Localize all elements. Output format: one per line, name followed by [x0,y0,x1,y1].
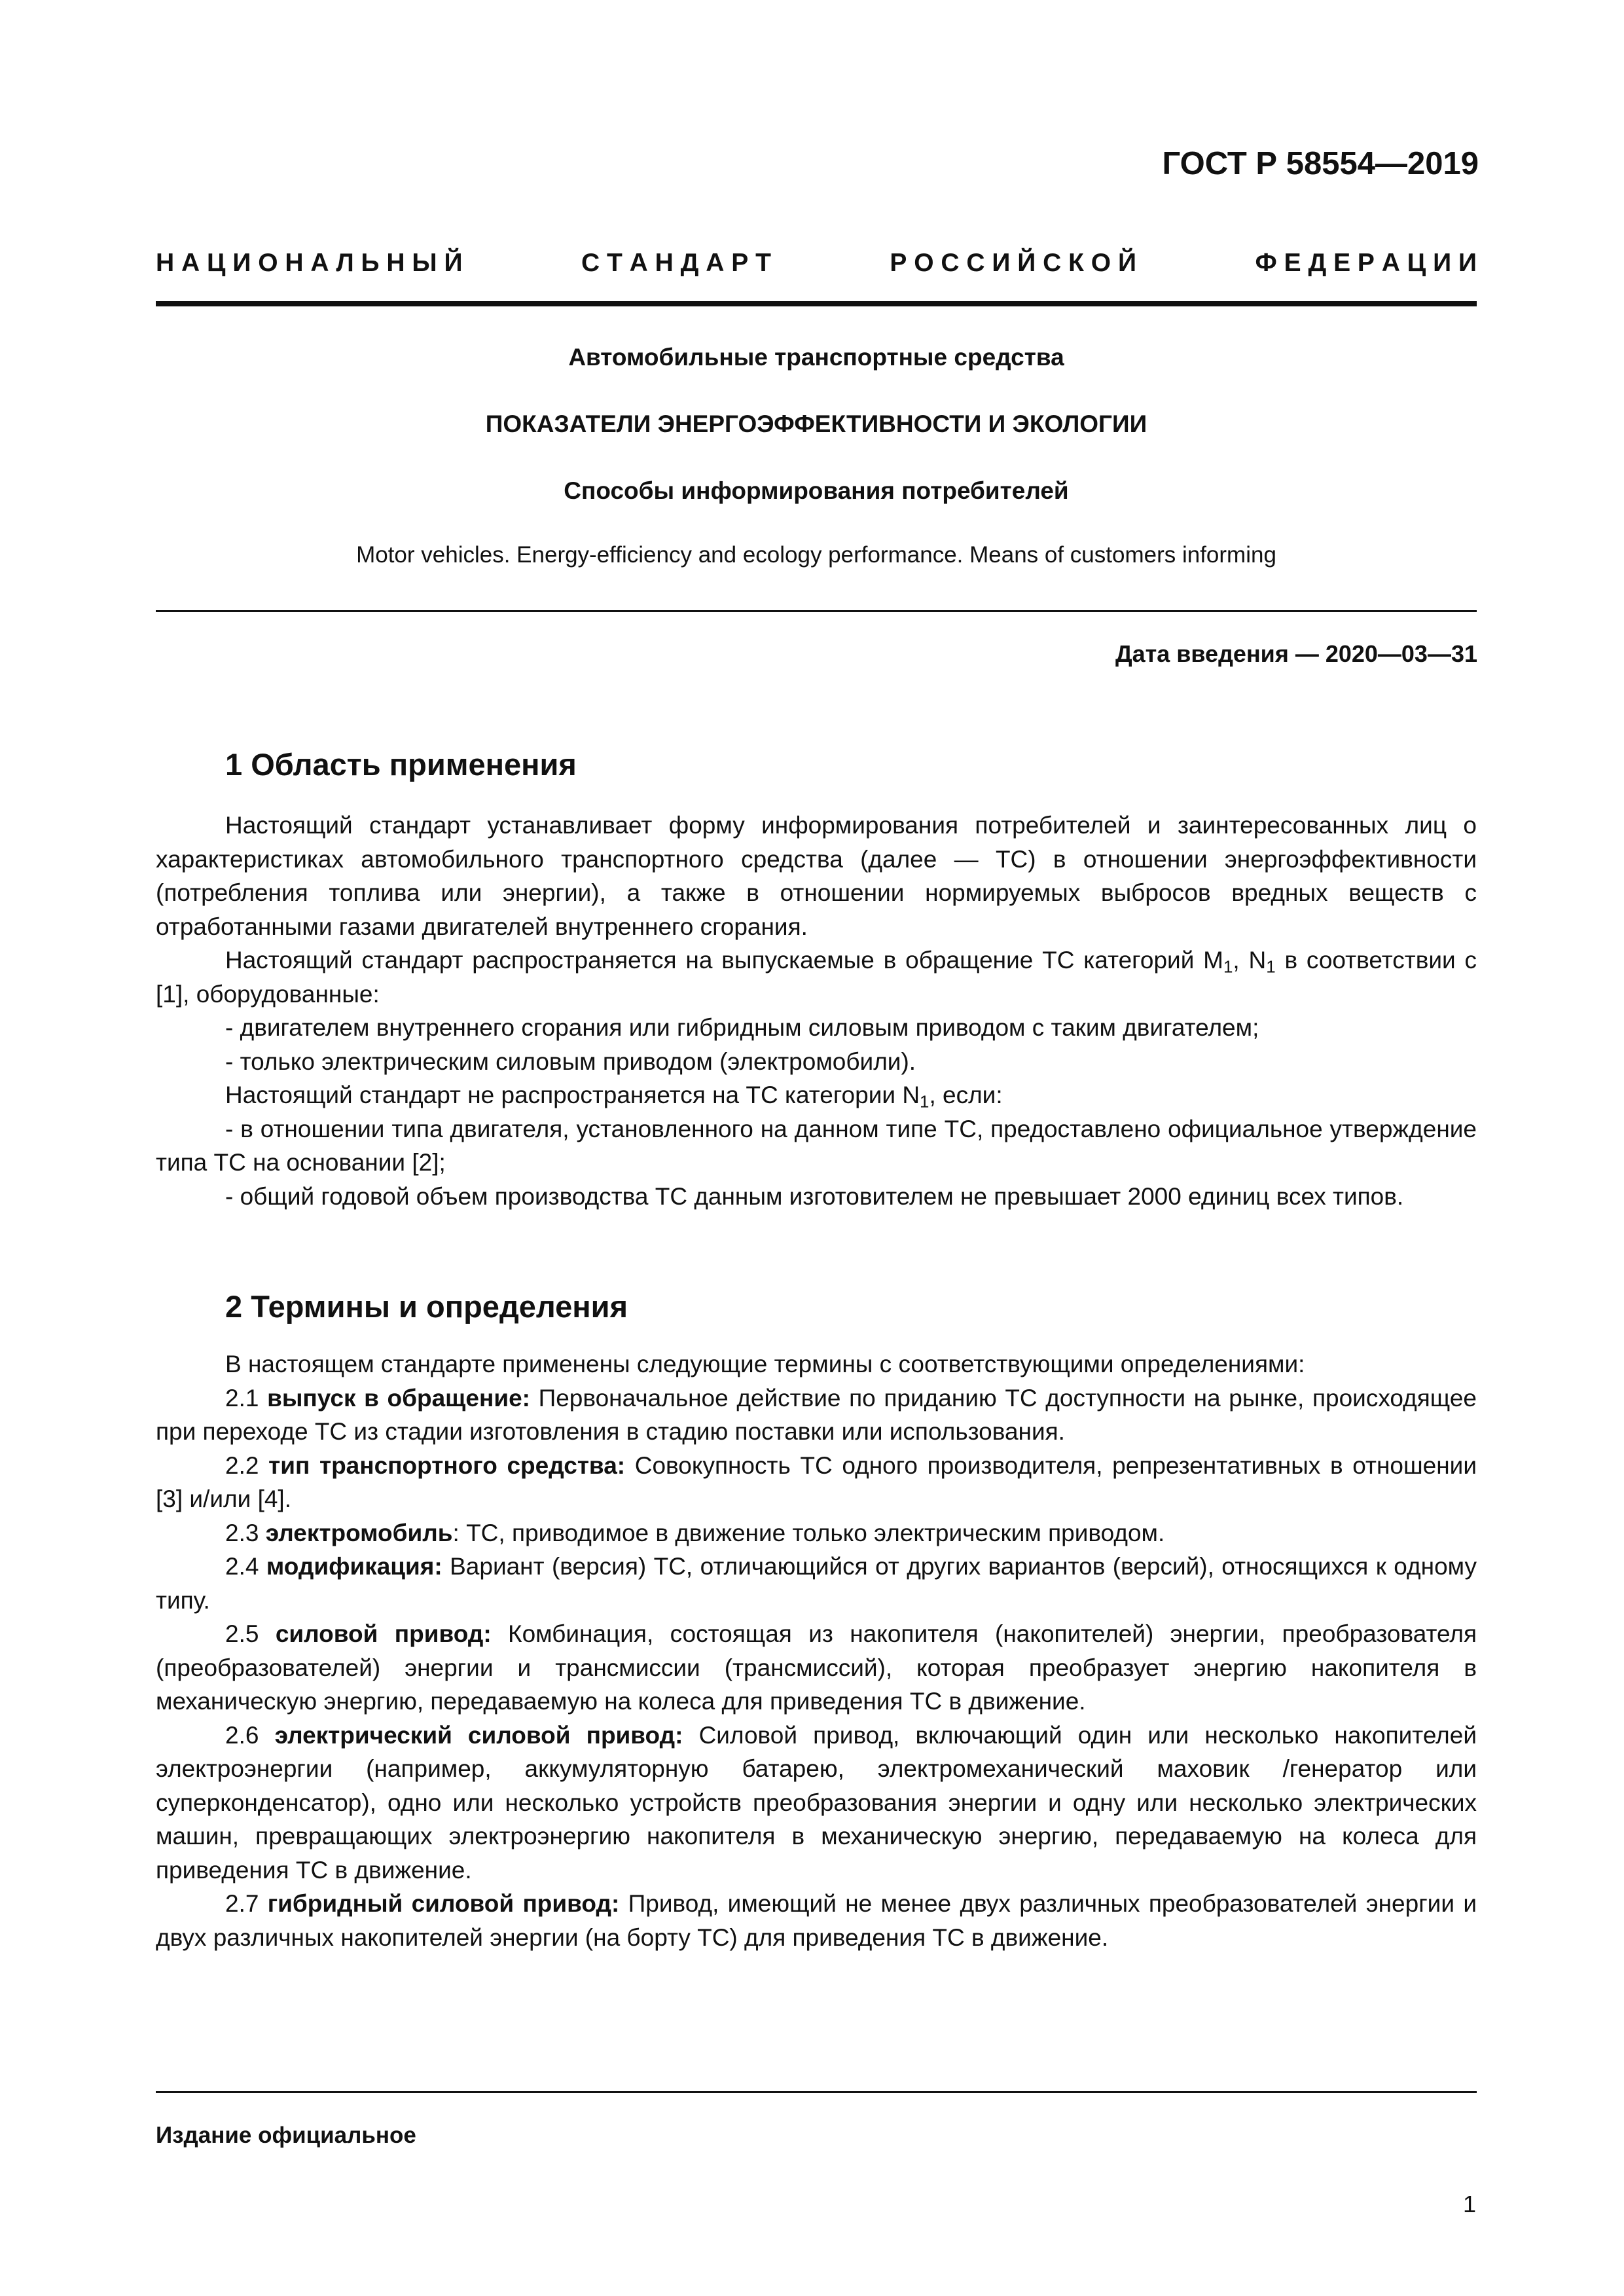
official-edition-label: Издание официальное [156,2123,416,2148]
term-definition: 2.1 выпуск в обращение: Первоначальное действие по приданию ТС доступности на рынке, происходящее при переходе ТС из стадии изготовления в стадию поставки или использования. [156,1384,1477,1445]
banner-word-3: Р О С С И Й С К О Й [890,249,1136,277]
title-line-2: ПОКАЗАТЕЛИ ЭНЕРГОЭФФЕКТИВНОСТИ И ЭКОЛОГИИ [485,410,1147,437]
footer-divider [156,2091,1477,2093]
paragraph: Настоящий стандарт распространяется на выпускаемые в обращение ТС категорий $M_1$, $N_1$ в соответствии с [1], оборудованные: [156,947,1477,1008]
introduction-date: Дата введения — 2020—03—31 [1115,640,1477,667]
title-line-1: Автомобильные транспортные средства [568,344,1064,371]
page-number: 1 [1462,2191,1476,2217]
term-definition: 2.6 электрический силовой привод: Силовой привод, включающий один или несколько накопителей электроэнергии (например, аккумуляторную батарею, электромеханический маховик /генератор или суперконденсатор), одно или несколько устройств преобразования энергии и одну или несколько электрических машин, превращающих электроэнергию накопителя в механическую энергию, передаваемую на колеса для приведения ТС в движение. [156,1721,1477,1884]
document-number: ГОСТ Р 58554—2019 [1162,146,1479,181]
term-definition: 2.4 модификация: Вариант (версия) ТС, отличающийся от других вариантов (версий), относящихся к одному типу. [156,1553,1477,1614]
banner-word-1: Н А Ц И О Н А Л Ь Н Ы Й [156,249,463,277]
section-2-heading: 2 Термины и определения [225,1289,628,1324]
english-title: Motor vehicles. Energy-efficiency and ecology performance. Means of customers informing [356,542,1276,568]
list-item: - только электрическим силовым приводом (электромобили). [225,1048,916,1075]
header-divider [156,301,1477,306]
paragraph: Настоящий стандарт не распространяется на ТС категории $N_1$, если: [225,1082,1003,1112]
term-definition: 2.2 тип транспортного средства: Совокупность ТС одного производителя, репрезентативных в отношении [3] и/или [4]. [156,1451,1477,1512]
banner-word-2: С Т А Н Д А Р Т [581,249,771,277]
list-item: - общий годовой объем производства ТС данным изготовителем не превышает 2000 единиц всех типов. [225,1182,1404,1210]
title-line-3: Способы информирования потребителей [564,477,1069,504]
section-1-body [156,809,1477,1213]
paragraph: В настоящем стандарте применены следующие термины с соответствующими определениями: [225,1351,1305,1377]
title-divider [156,610,1477,612]
term-definition: 2.7 гибридный силовой привод: Привод, имеющий не менее двух различных преобразователей энергии и двух различных накопителей энергии (на борту ТС) для приведения ТС в движение. [156,1890,1477,1951]
list-item: - в отношении типа двигателя, установленного на данном типе ТС, предоставлено официальное утверждение типа ТС на основании [2]; [156,1115,1477,1176]
term-definition: 2.5 силовой привод: Комбинация, состоящая из накопителя (накопителей) энергии, преобразователя (преобразователей) энергии и трансмиссии (трансмиссий), которая преобразует энергию накопителя в механическую энергию, передаваемую на колеса для приведения ТС в движение. [156,1620,1477,1715]
banner-word-4: Ф Е Д Е Р А Ц И И [1255,249,1477,277]
national-standard-banner [156,249,1477,278]
section-2-body [156,1347,1477,1954]
term-definition: 2.3 электромобиль: ТС, приводимое в движение только электрическим приводом. [225,1519,1165,1546]
list-item: - двигателем внутреннего сгорания или гибридным силовым приводом с таким двигателем; [225,1014,1259,1041]
paragraph: Настоящий стандарт устанавливает форму информирования потребителей и заинтересованных лиц о характеристиках автомобильного транспортного средства (далее — ТС) в отношении энергоэффективности (потребления топлива или энергии), а также в отношении нормируемых выбросов вредных веществ с отработанными газами двигателей внутреннего сгорания. [156,812,1477,940]
section-1-heading: 1 Область применения [225,747,577,782]
